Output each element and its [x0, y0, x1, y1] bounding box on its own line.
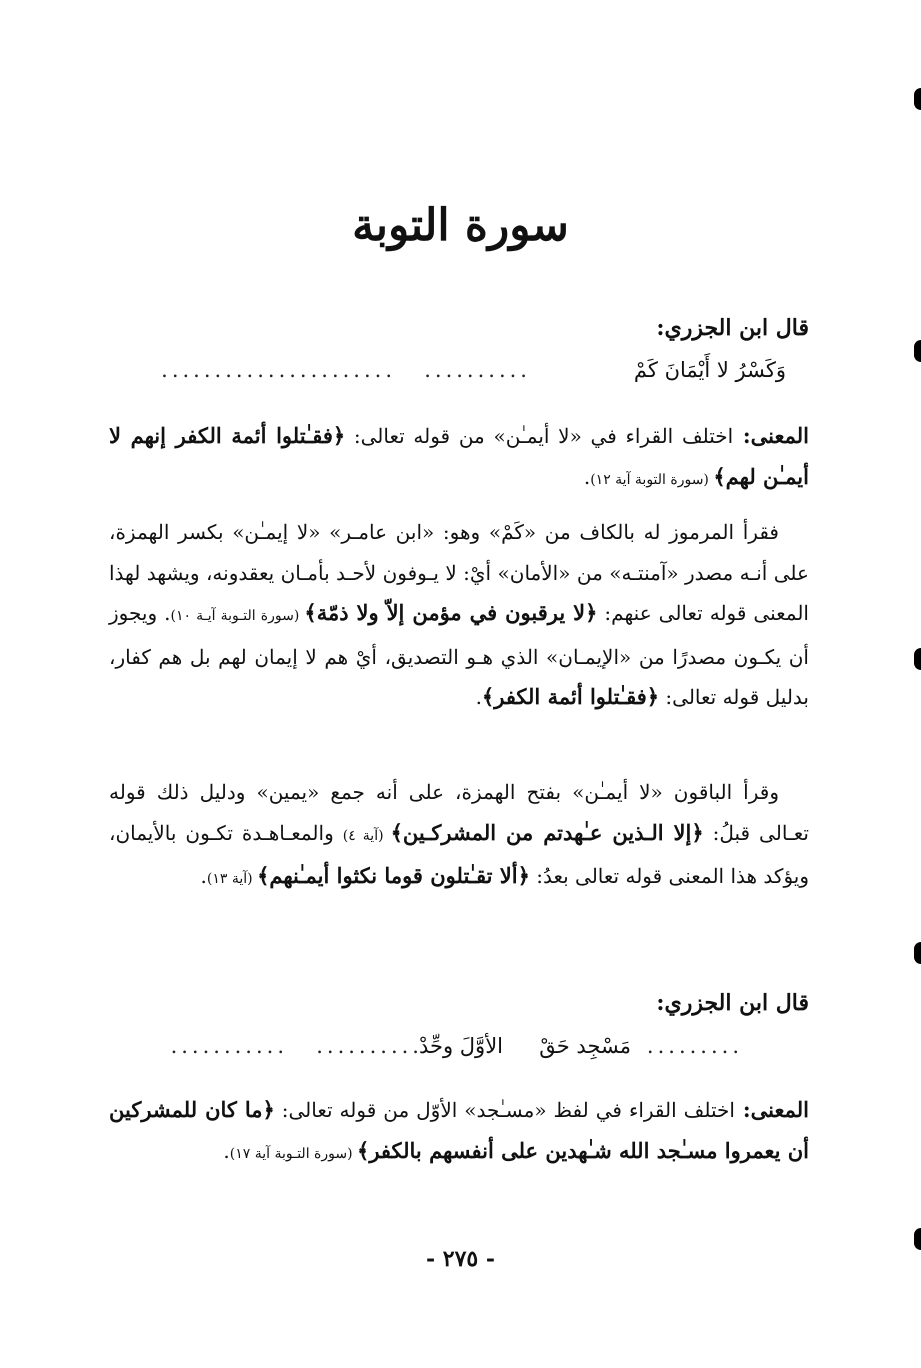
section-1-paragraph-3 [109, 772, 809, 900]
section-2-verse-text-left: الأوَّلَ وحِّدْ [418, 1034, 503, 1058]
quran-quote: ﴿فقـٰتلوا أئمة الكفر إنهم لا أيمـٰن لهم﴾ [109, 423, 809, 489]
scan-edge-mark [914, 88, 921, 110]
section-1-verse-text: وَكَسْرُ لا أَيْمَانَ كَمْ [633, 358, 786, 382]
verse-reference: (سورة التوبة آية ١٢) [590, 471, 714, 488]
section-2-verse-text-right: مَسْجِد حَقْ [539, 1034, 631, 1058]
body-text: اختلف القراء في لفظ «مسـٰجد» الأوّل من قوله تعالى: [274, 1098, 735, 1122]
section-2-verse-dots-mid: .......... [316, 1034, 423, 1058]
section-1-paragraph-1 [109, 416, 809, 500]
scan-edge-mark [914, 340, 921, 362]
section-1-paragraph-2 [109, 512, 809, 718]
quran-quote: ﴿إلا الـذين عـٰهدتم من المشركـين﴾ [390, 819, 704, 845]
body-text: والمعـاهـدة تكـون بالأيمان، ويؤكد هذا المعنى قوله تعالى بعدُ: [109, 820, 809, 888]
section-2-verse-dots-near: ......... [646, 1034, 743, 1058]
verse-reference: (آية ١٣) [206, 871, 258, 887]
quran-quote: ﴿ألا تقـٰتلون قوما نكثوا أيمـٰنهم﴾ [257, 863, 530, 888]
section-1-verse-dots-near: .......... [424, 358, 531, 382]
section-1-heading: قال ابن الجزري: [656, 315, 809, 341]
page-number: - ٢٧٥ - [425, 1246, 496, 1272]
body-text: . [475, 685, 482, 709]
verse-reference: (آية ٤) [342, 827, 391, 844]
body-text: . ويجوز أن يكـون مصدرًا من «الإيمـان» الذي هـو التصديق، أيْ هم لا إيمان لهم بل هم كفار، بدليل قوله تعالى: [109, 601, 809, 709]
section-2-paragraph-1 [109, 1090, 809, 1174]
section-1-verse-line [126, 358, 786, 394]
body-text: . [200, 864, 207, 888]
section-2-verse-line [163, 1034, 743, 1070]
section-2-heading: قال ابن الجزري: [656, 990, 809, 1016]
body-text: . [223, 1138, 230, 1163]
section-1-verse-dots-far: ...................... [161, 358, 396, 382]
quran-quote: ﴿ما كان للمشركين أن يعمروا مسـٰجد الله شـٰهدين على أنفسهم بالكفر﴾ [109, 1097, 809, 1163]
quran-quote: المعنى: [733, 423, 809, 448]
scan-edge-mark [914, 1228, 921, 1250]
page-title: سورة التوبة [352, 200, 569, 251]
verse-reference: (سورة التـوبة آيـة ١٠) [170, 608, 305, 624]
body-text: . [583, 464, 591, 489]
quran-quote: المعنى: [734, 1097, 809, 1122]
body-text: وقرأ الباقون «لا أيمـٰن» بفتح الهمزة، على أنه جمع «يمين» ودليل ذلك قوله تعـالى قبلُ: [109, 780, 809, 845]
body-text: فقرأ المرموز له بالكاف من «كَمْ» وهو: «ابن عامـر» «لا إيمـٰن» بكسر الهمزة، على أنـه مصدر «آمنتـه» من «الأمان» أيْ: لا يـوفون لأحـد بأمـان يعقدونه، ويشهد لهذا المعنى قوله تعالى عنهم: [109, 520, 809, 625]
body-text: اختلف القراء في «لا أيمـٰن» من قوله تعالى: [345, 424, 734, 448]
verse-reference: (سورة التـوبة آية ١٧) [229, 1145, 358, 1162]
scan-edge-mark [914, 648, 921, 670]
quran-quote: ﴿لا يرقبون في مؤمن إلاّ ولا ذمّة﴾ [304, 600, 598, 625]
section-2-verse-dots-far: ........... [170, 1034, 288, 1058]
quran-quote: ﴿فقـٰتلوا أئمة الكفر﴾ [481, 684, 660, 709]
scan-edge-mark [914, 942, 921, 964]
